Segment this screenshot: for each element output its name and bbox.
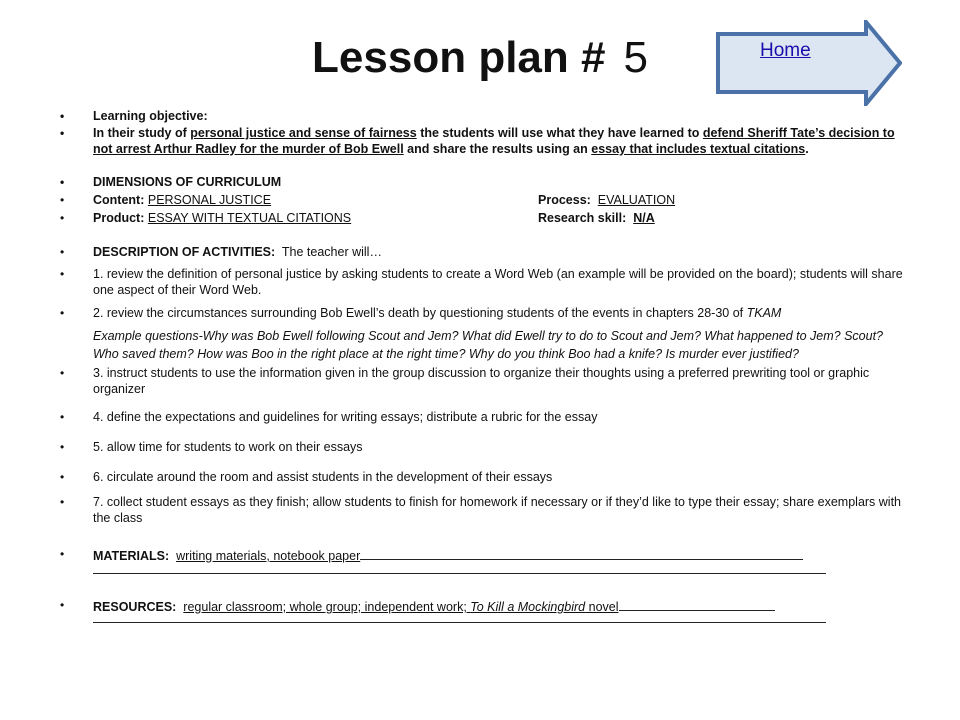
research-field <box>538 210 655 226</box>
activity-1: • 1. review the definition of personal justice by asking students to create a Word Web (an example will be provided on the board); students will share one aspect of their Word Web. <box>93 266 905 298</box>
objective-part-2: the students will use what they have learned to <box>416 126 703 140</box>
resources-suffix: novel <box>585 600 619 614</box>
content-row <box>93 192 905 208</box>
activity-7: • 7. collect student essays as they finish; allow students to finish for homework if necessary or if they’d like to type their essay; share exemplars with the class <box>93 494 905 526</box>
product-value: ESSAY WITH TEXTUAL CITATIONS <box>147 211 352 225</box>
objective-part-4: . <box>805 142 809 156</box>
activities-heading <box>93 244 905 260</box>
objective-underline-1: personal justice and sense of fairness <box>190 126 417 140</box>
objective-part-3: and share the results using an <box>403 142 592 156</box>
resources-value <box>183 600 618 614</box>
materials-rule <box>93 573 826 574</box>
activity-5: • 5. allow time for students to work on their essays <box>93 439 905 455</box>
activity-6: • 6. circulate around the room and assist students in the development of their essays <box>93 469 905 485</box>
resources-row <box>93 597 826 615</box>
content-label: Content: <box>93 193 145 207</box>
product-label: Product: <box>93 211 145 225</box>
activity-2-text: 2. review the circumstances surrounding Bob Ewell’s death by questioning students of the events in chapters 28-30 of <box>93 306 747 320</box>
research-value: N/A <box>633 211 655 225</box>
materials-row <box>93 546 826 564</box>
title-text: Lesson plan # <box>312 33 606 82</box>
process-label: Process: <box>538 193 591 207</box>
resources-text: regular classroom; whole group; independent work; <box>183 600 471 614</box>
dimensions-heading: • DIMENSIONS OF CURRICULUM <box>93 174 905 190</box>
objective-underline-3: essay that includes textual citations <box>591 142 806 156</box>
content-value: PERSONAL JUSTICE <box>147 193 272 207</box>
resources-book: To Kill a Mockingbird <box>470 600 586 614</box>
resources-fill-line <box>619 597 775 611</box>
activity-2-examples: Example questions-Why was Bob Ewell following Scout and Jem? What did Ewell try to do to Scout and Jem? What happened to Jem? Scout? Who saved them? How was Boo in the right place at the right time? Why do you think Boo had a knife? Is murder ever justified? <box>93 329 883 361</box>
objective-underline-2: defend Sheriff Tate’s decision to not arrest Arthur Radley for the murder of Bob Ewell <box>93 126 895 156</box>
process-field <box>538 192 675 208</box>
resources-rule <box>93 622 826 623</box>
learning-objective-text <box>93 125 905 157</box>
materials-label: MATERIALS: <box>93 549 170 563</box>
product-row <box>93 210 905 226</box>
materials-fill-line <box>360 546 803 560</box>
activity-4: • 4. define the expectations and guidelines for writing essays; distribute a rubric for the essay <box>93 409 905 425</box>
objective-part-1: In their study of <box>93 126 191 140</box>
home-link[interactable]: Home <box>760 40 811 61</box>
activity-2 <box>93 305 905 363</box>
materials-value: writing materials, notebook paper <box>176 549 361 563</box>
learning-objective-label: • Learning objective: <box>93 108 905 124</box>
research-label: Research skill: <box>538 211 627 225</box>
activities-intro: The teacher will… <box>281 245 382 259</box>
activity-3: • 3. instruct students to use the information given in the group discussion to organize their thoughts using a preferred prewriting tool or graphic organizer <box>93 365 905 397</box>
resources-label: RESOURCES: <box>93 600 177 614</box>
activities-label: DESCRIPTION OF ACTIVITIES: <box>93 245 276 259</box>
title-number: 5 <box>623 33 648 82</box>
process-value: EVALUATION <box>597 193 676 207</box>
activity-2-book: TKAM <box>746 306 782 320</box>
